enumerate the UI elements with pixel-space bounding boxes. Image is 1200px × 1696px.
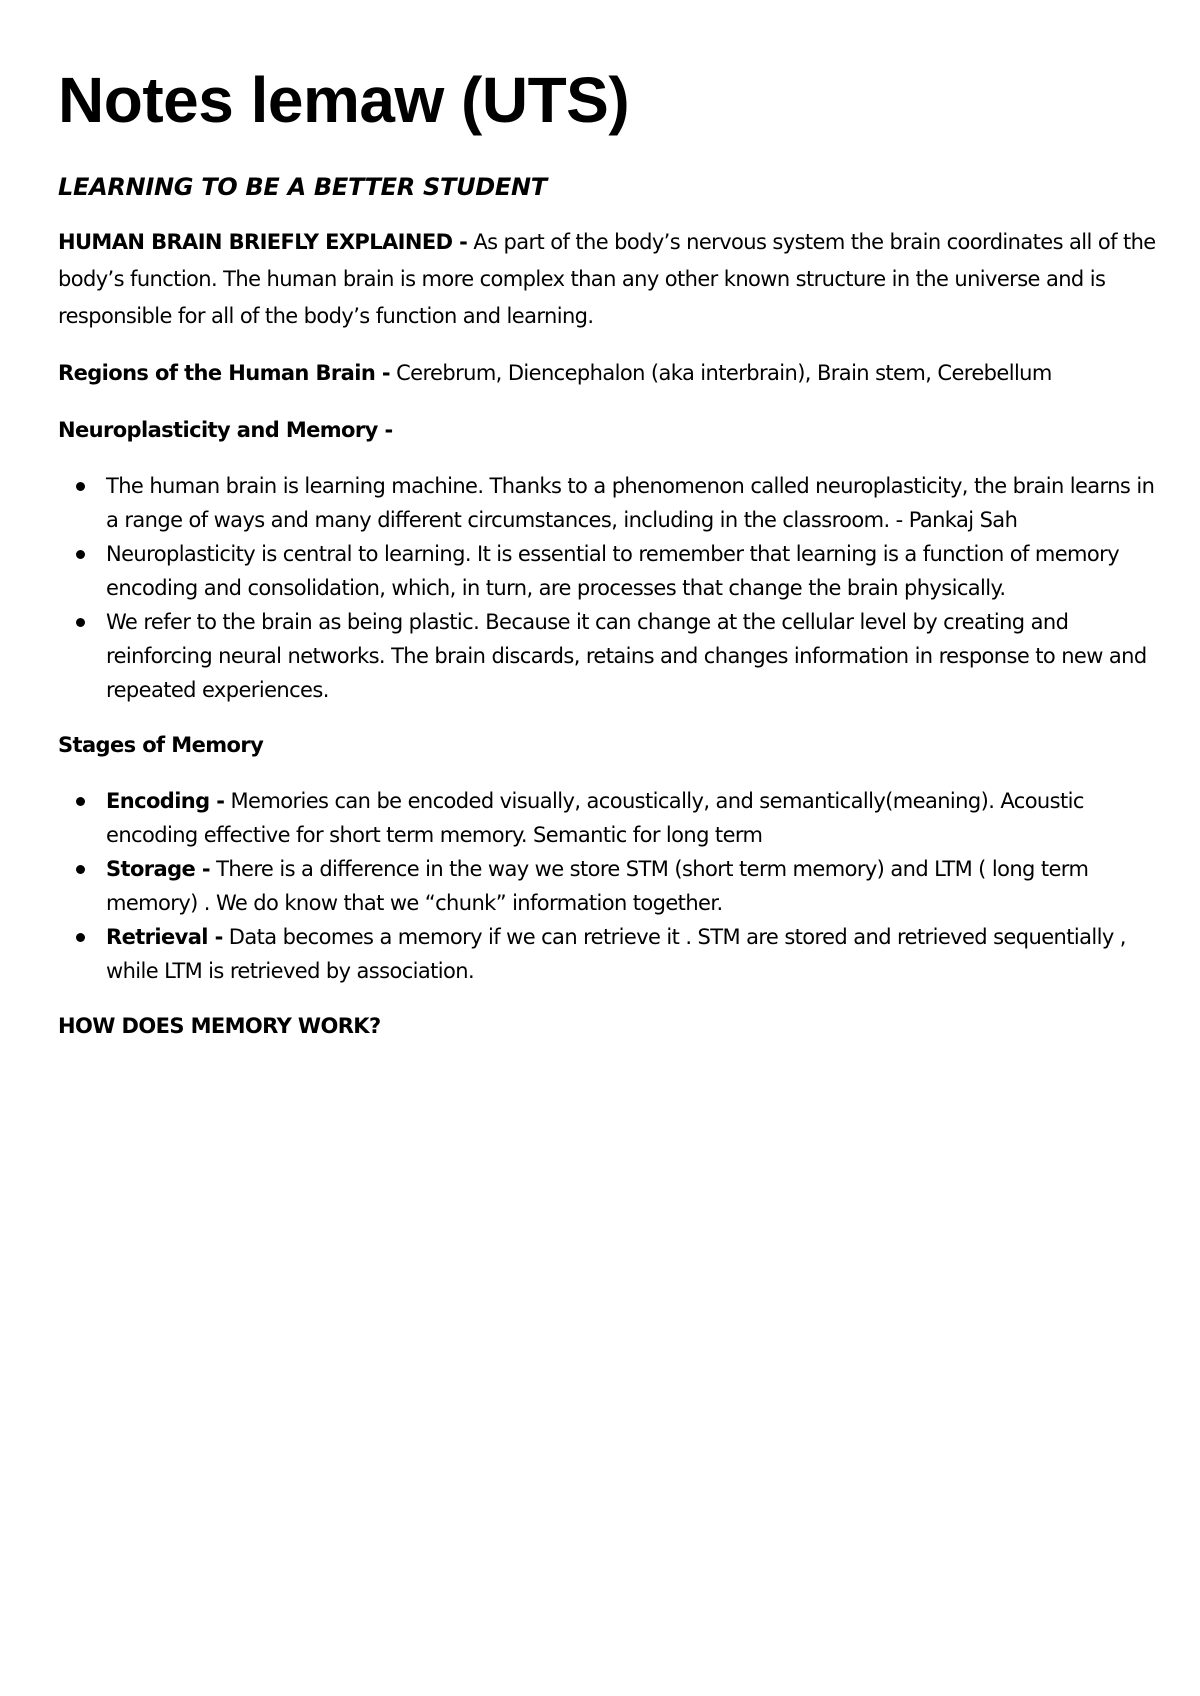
bullet-dot-icon bbox=[76, 550, 85, 559]
bullet-dot-icon bbox=[76, 797, 85, 806]
neuroplasticity-list bbox=[58, 469, 1158, 707]
brain-explained-paragraph bbox=[58, 224, 1158, 335]
list-item-encoding bbox=[58, 784, 1158, 852]
list-item bbox=[58, 469, 1158, 537]
page-subtitle: LEARNING TO BE A BETTER STUDENT bbox=[58, 173, 547, 201]
bullet-dot-icon bbox=[76, 482, 85, 491]
memory-stages-list bbox=[58, 784, 1158, 988]
brain-regions-paragraph bbox=[58, 355, 1158, 392]
list-item-text: The human brain is learning machine. Thanks to a phenomenon called neuroplasticity, the brain learns in a range of ways and many different circumstances, including in the classroom. - Pankaj Sah bbox=[106, 474, 1155, 532]
bullet-dot-icon bbox=[76, 933, 85, 942]
list-item-storage bbox=[58, 852, 1158, 920]
list-item-text: Neuroplasticity is central to learning. It is essential to remember that learning is a function of memory encoding and consolidation, which, in turn, are processes that change the brain physically. bbox=[106, 542, 1120, 600]
brain-regions-text: Cerebrum, Diencephalon (aka interbrain), Brain stem, Cerebellum bbox=[390, 361, 1052, 385]
stage-text: Data becomes a memory if we can retrieve it . STM are stored and retrieved sequentially , while LTM is retrieved by association. bbox=[106, 925, 1126, 983]
list-item-text: We refer to the brain as being plastic. Because it can change at the cellular level by creating and reinforcing neural networks. The brain discards, retains and changes information in response to new and repeated experiences. bbox=[106, 610, 1147, 702]
bullet-dot-icon bbox=[76, 865, 85, 874]
brain-explained-text: As part of the body’s nervous system the brain coordinates all of the body’s function. The human brain is more complex than any other known structure in the universe and is responsible for all of the body’s function and learning. bbox=[58, 230, 1156, 328]
document-page bbox=[58, 60, 1158, 1065]
list-item-retrieval bbox=[58, 920, 1158, 988]
stage-text: Memories can be encoded visually, acoustically, and semantically(meaning). Acoustic encoding effective for short term memory. Semantic for long term bbox=[106, 789, 1084, 847]
stage-label: Encoding - bbox=[106, 789, 225, 813]
brain-regions-label: Regions of the Human Brain - bbox=[58, 361, 390, 385]
bullet-dot-icon bbox=[76, 618, 85, 627]
memory-stages-heading: Stages of Memory bbox=[58, 733, 264, 757]
stage-label: Retrieval - bbox=[106, 925, 223, 949]
list-item bbox=[58, 605, 1158, 707]
memory-question-heading: HOW DOES MEMORY WORK? bbox=[58, 1014, 381, 1038]
list-item bbox=[58, 537, 1158, 605]
stage-label: Storage - bbox=[106, 857, 211, 881]
page-title: Notes lemaw (UTS) bbox=[58, 64, 630, 136]
neuroplasticity-heading: Neuroplasticity and Memory - bbox=[58, 418, 393, 442]
stage-text: There is a difference in the way we store STM (short term memory) and LTM ( long term memory) . We do know that we “chunk” information together. bbox=[106, 857, 1089, 915]
brain-explained-label: HUMAN BRAIN BRIEFLY EXPLAINED - bbox=[58, 230, 468, 254]
